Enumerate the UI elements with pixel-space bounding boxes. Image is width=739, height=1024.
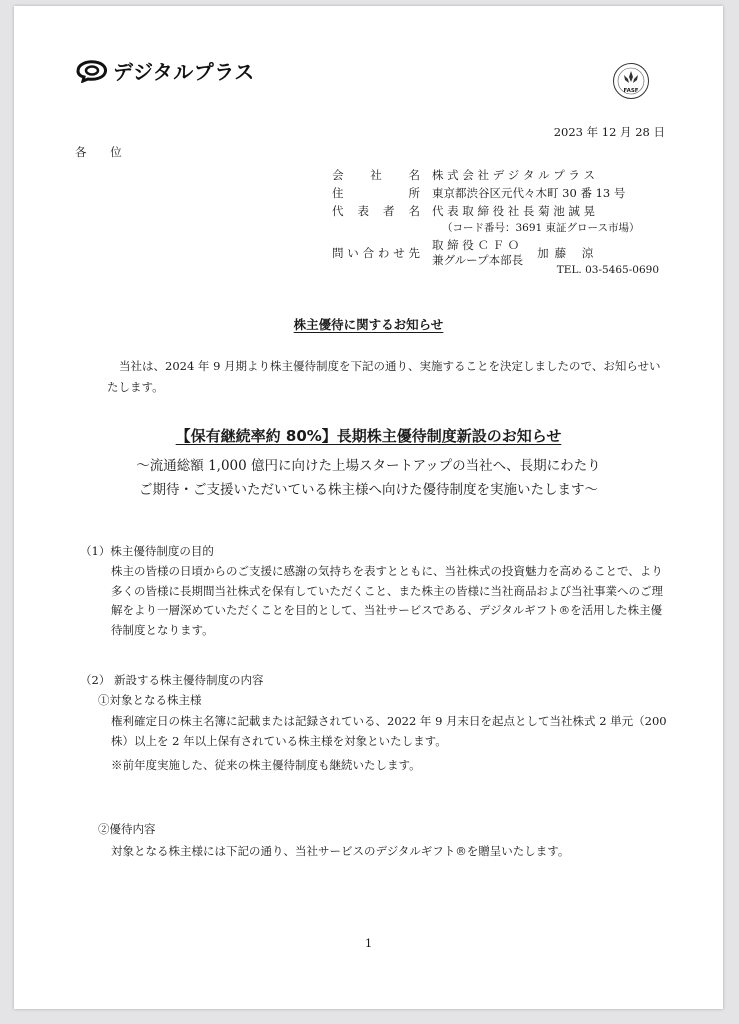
company-logo [75,56,255,85]
page-number: 1 [364,936,373,950]
contact-name: 加藤 涼 [537,246,600,260]
representative-row [332,202,640,220]
info-value: 東京都渋谷区元代々木町 30 番 13 号 [432,186,626,200]
section-2-heading: （2） 新設する株主優待制度の内容 [80,673,264,687]
digital-plus-logo-icon [75,59,109,83]
info-value: 代 表 取 締 役 社 長 菊 池 誠 晃 [432,204,596,218]
intro-paragraph: 当社は、2024 年 9 月期より株主優待制度を下記の通り、実施することを決定しましたので、お知らせいたします。 [107,359,661,394]
contact-role-line2: 兼グループ本部長 [432,253,524,267]
section-2-sub1-body: 権利確定日の株主名簿に記載または記録されている、2022 年 9 月末日を起点として当社株式 2 単元（200 株）以上を 2 年以上保有されている株主様を対象といたします。 [111,714,667,748]
stock-code-note: （コード番号：3691 東証グロース市場） [442,222,640,234]
info-value: 株 式 会 社 デ ジ タ ル プ ラ ス [432,168,596,182]
section-2-sub1-heading: ①対象となる株主様 [98,693,202,707]
fasf-seal [612,62,650,100]
contact-role [432,238,523,268]
address-row [332,184,640,202]
info-key: 会 社 名 [332,168,420,182]
issue-date: 2023 年 12 月 28 日 [553,125,665,139]
contact-key: 問い合わせ先 [332,246,420,260]
section-1-heading: （1）株主優待制度の目的 [80,544,214,558]
headline: 【保有継続率約 80%】長期株主優待制度新設のお知らせ [175,427,562,445]
document-title: 株主優待に関するお知らせ [293,317,444,332]
company-logo-text: デジタルプラス [113,60,255,84]
section-2-sub1-note: ※前年度実施した、従来の株主優待制度も継続いたします。 [111,758,421,772]
subline-2: ご期待・ご支援いただいている株主様へ向けた優待制度を実施いたします〜 [139,482,598,498]
info-key: 代 表 者 名 [332,204,420,218]
company-info-block [332,166,640,268]
subline-1: 〜流通総額 1,000 億円に向けた上場スタートアップの当社へ、長期にわたり [136,458,601,474]
section-1-body: 株主の皆様の日頃からのご支援に感謝の気持ちを表すとともに、当社株式の投資魅力を高めることで、より多くの皆様に長期間当社株式を保有していただくこと、また株主の皆様に当社商品および当社事業へのご理解をより一層深めていただくことを目的として、当社サービスである、デジタルギフト®を活用した株主優待制度となります。 [111,564,663,637]
contact-role-line1: 取 締 役 Ｃ Ｆ Ｏ [432,238,520,252]
section-2-sub2-body: 対象となる株主様には下記の通り、当社サービスのデジタルギフト®を贈呈いたします。 [111,844,570,858]
section-2-sub2-heading: ②優待内容 [98,822,156,836]
addressee: 各 位 [75,145,132,159]
contact-tel: TEL. 03-5465-0690 [556,264,659,276]
svg-text:FASF: FASF [623,88,639,94]
document-page [14,6,723,1009]
company-name-row [332,166,640,184]
info-key: 住 所 [332,186,420,200]
